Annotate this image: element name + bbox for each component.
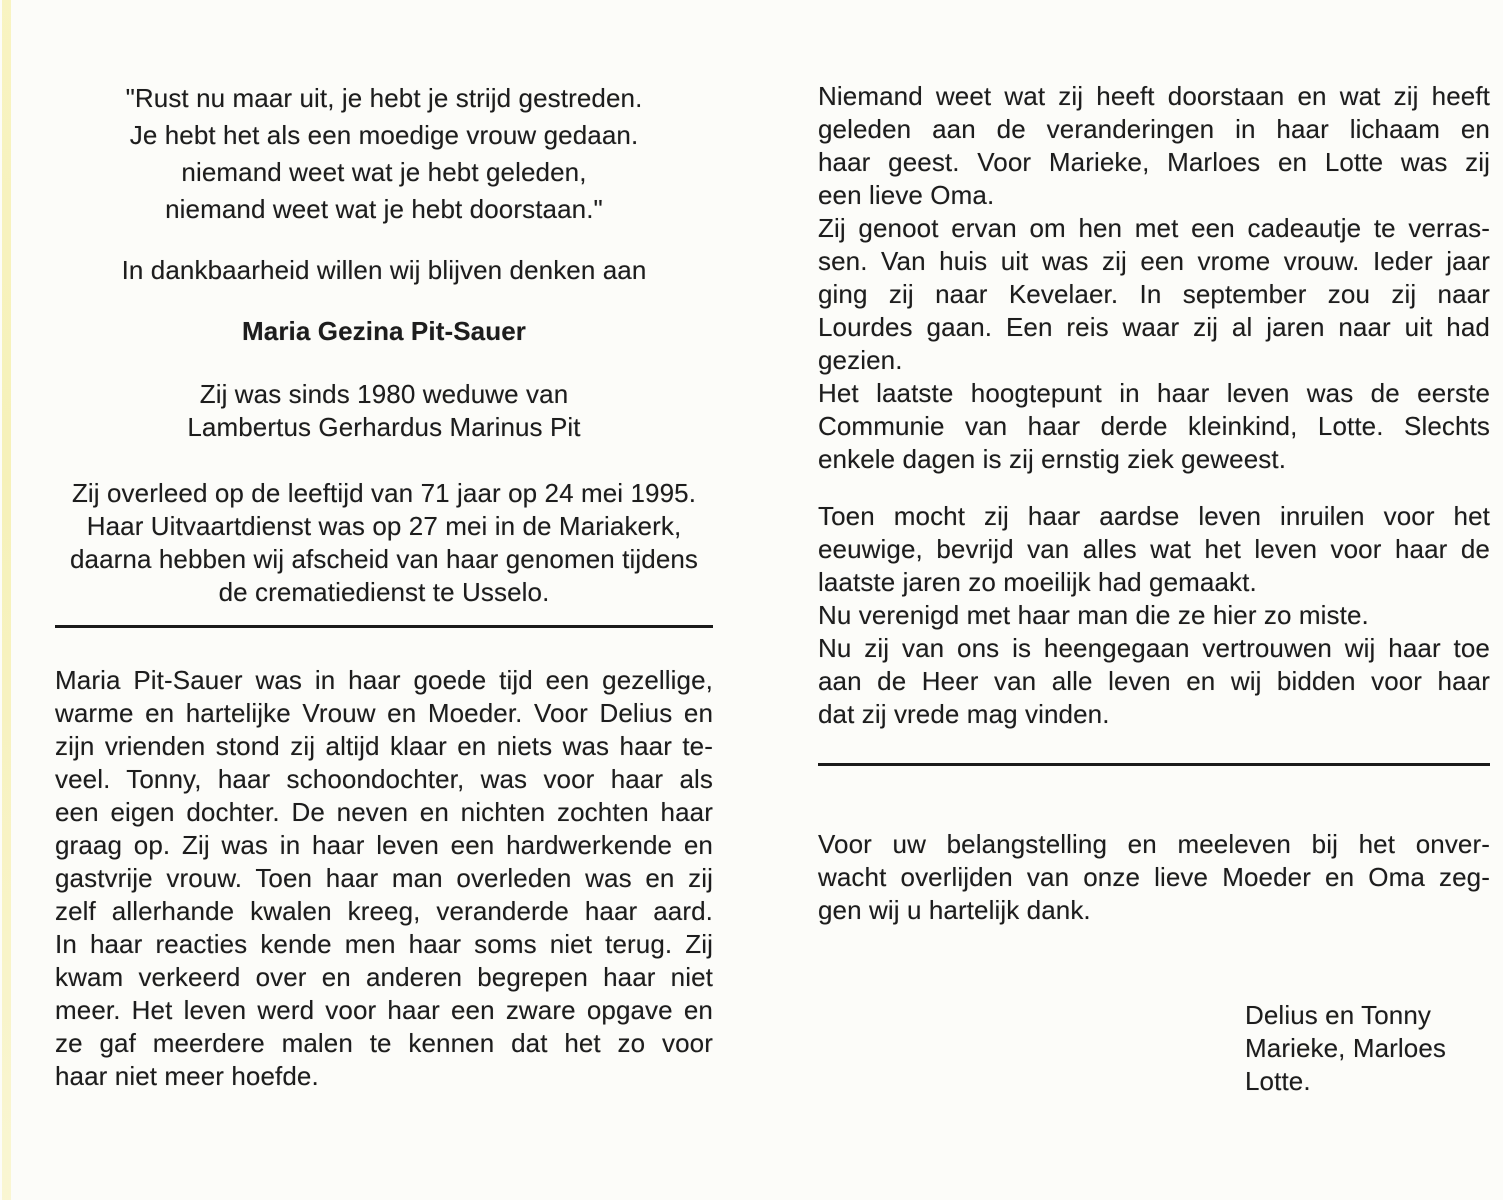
- text-line: veel. Tonny, haar schoondochter, was voor haar als: [55, 764, 713, 794]
- dedication-line: In dankbaarheid willen wij blijven denken aan: [121, 255, 647, 285]
- text-line: Voor uw belangstelling en meeleven bij het onver-: [818, 829, 1490, 859]
- text-line: een eigen dochter. De neven en nichten zochten haar: [55, 797, 713, 827]
- text-line: een lieve Oma.: [818, 180, 995, 210]
- text-line: de crematiedienst te Usselo.: [218, 577, 550, 607]
- text-line: Je hebt het als een moedige vrouw gedaan.: [129, 120, 639, 150]
- text-line: wacht overlijden van onze lieve Moeder en Oma zeg-: [818, 862, 1490, 892]
- text-line: zelf allerhande kwalen kreeg, veranderde haar aard.: [55, 896, 713, 926]
- text-line: Lotte.: [1245, 1066, 1311, 1096]
- text-line: haar niet meer hoefde.: [55, 1061, 319, 1091]
- biography-paragraph: [55, 664, 713, 1093]
- text-line: Zij overleed op de leeftijd van 71 jaar op 24 mei 1995.: [71, 478, 697, 508]
- text-line: dat zij vrede mag vinden.: [818, 699, 1110, 729]
- text-line: Zij genoot ervan om hen met een cadeautje te verras-: [818, 213, 1490, 243]
- text-line: Haar Uitvaartdienst was op 27 mei in de Mariakerk,: [86, 511, 682, 541]
- text-line: kwam verkeerd over en anderen begrepen haar niet: [55, 962, 713, 992]
- text-line: gezien.: [818, 345, 903, 375]
- text-line: geleden aan de veranderingen in haar lichaam en: [818, 114, 1490, 144]
- text-line: In haar reacties kende men haar soms niet terug. Zij: [55, 929, 713, 959]
- text-line: Nu verenigd met haar man die ze hier zo miste.: [818, 600, 1369, 630]
- passing-paragraph: [818, 500, 1490, 599]
- text-line: sen. Van huis uit was zij een vrome vrouw. Ieder jaar: [818, 246, 1490, 276]
- text-line: Niemand weet wat zij heeft doorstaan en wat zij heeft: [818, 81, 1490, 111]
- text-line: Maria Pit-Sauer was in haar goede tijd een gezellige,: [55, 665, 713, 695]
- text-line: niemand weet wat je hebt geleden,: [181, 157, 587, 187]
- text-line: ze gaf meerdere malen te kennen dat het zo voor: [55, 1028, 713, 1058]
- text-line: Nu zij van ons is heengegaan vertrouwen wij haar toe: [818, 633, 1490, 663]
- left-column: [55, 80, 713, 1093]
- text-line: warme en hartelijke Vrouw en Moeder. Voor Delius en: [55, 698, 713, 728]
- text-line: niemand weet wat je hebt doorstaan.": [165, 194, 603, 224]
- acknowledgement-paragraph: [818, 828, 1490, 927]
- reunited-line: [818, 599, 1490, 632]
- text-line: Delius en Tonny: [1245, 1000, 1432, 1030]
- opening-quote: [55, 80, 713, 228]
- life-paragraph-faith: [818, 212, 1490, 377]
- text-line: zijn vrienden stond zij altijd klaar en niets was haar te-: [55, 731, 713, 761]
- text-line: meer. Het leven werd voor haar een zware opgave en: [55, 995, 713, 1025]
- text-line: enkele dagen is zij ernstig ziek geweest.: [818, 444, 1287, 474]
- text-line: Marieke, Marloes: [1245, 1033, 1446, 1063]
- text-line: aan de Heer van alle leven en wij bidden voor haar: [818, 666, 1490, 696]
- right-section-divider: [818, 763, 1490, 766]
- text-line: Lambertus Gerhardus Marinus Pit: [187, 412, 581, 442]
- life-paragraph-grandmother: [818, 80, 1490, 212]
- left-section-divider: [55, 625, 713, 628]
- right-column: [818, 80, 1490, 1098]
- life-paragraph-communion: [818, 377, 1490, 476]
- text-line: graag op. Zij was in haar leven een hardwerkende en: [55, 830, 713, 860]
- text-line: Het laatste hoogtepunt in haar leven was de eerste: [818, 378, 1490, 408]
- text-line: daarna hebben wij afscheid van haar genomen tijdens: [69, 544, 699, 574]
- text-line: haar geest. Voor Marieke, Marloes en Lotte was zij: [818, 147, 1490, 177]
- entrust-paragraph: [818, 632, 1490, 731]
- family-signature: [818, 999, 1490, 1098]
- text-line: gastvrije vrouw. Toen haar man overleden was en zij: [55, 863, 713, 893]
- text-line: Lourdes gaan. Een reis waar zij al jaren naar uit had: [818, 312, 1490, 342]
- text-line: eeuwige, bevrijd van alles wat het leven voor haar de: [818, 534, 1490, 564]
- text-line: Toen mocht zij haar aardse leven inruilen voor het: [818, 501, 1490, 531]
- text-line: ging zij naar Kevelaer. In september zou zij naar: [818, 279, 1490, 309]
- text-line: Zij was sinds 1980 weduwe van: [199, 379, 569, 409]
- text-line: gen wij u hartelijk dank.: [818, 895, 1091, 925]
- text-line: laatste jaren zo moeilijk had gemaakt.: [818, 567, 1257, 597]
- widow-info: [55, 378, 713, 444]
- text-line: "Rust nu maar uit, je hebt je strijd gestreden.: [125, 83, 643, 113]
- text-line: Communie van haar derde kleinkind, Lotte. Slechts: [818, 411, 1490, 441]
- deceased-name: Maria Gezina Pit-Sauer: [242, 316, 526, 346]
- scan-edge-strip: [2, 0, 11, 1200]
- death-details: [55, 477, 713, 609]
